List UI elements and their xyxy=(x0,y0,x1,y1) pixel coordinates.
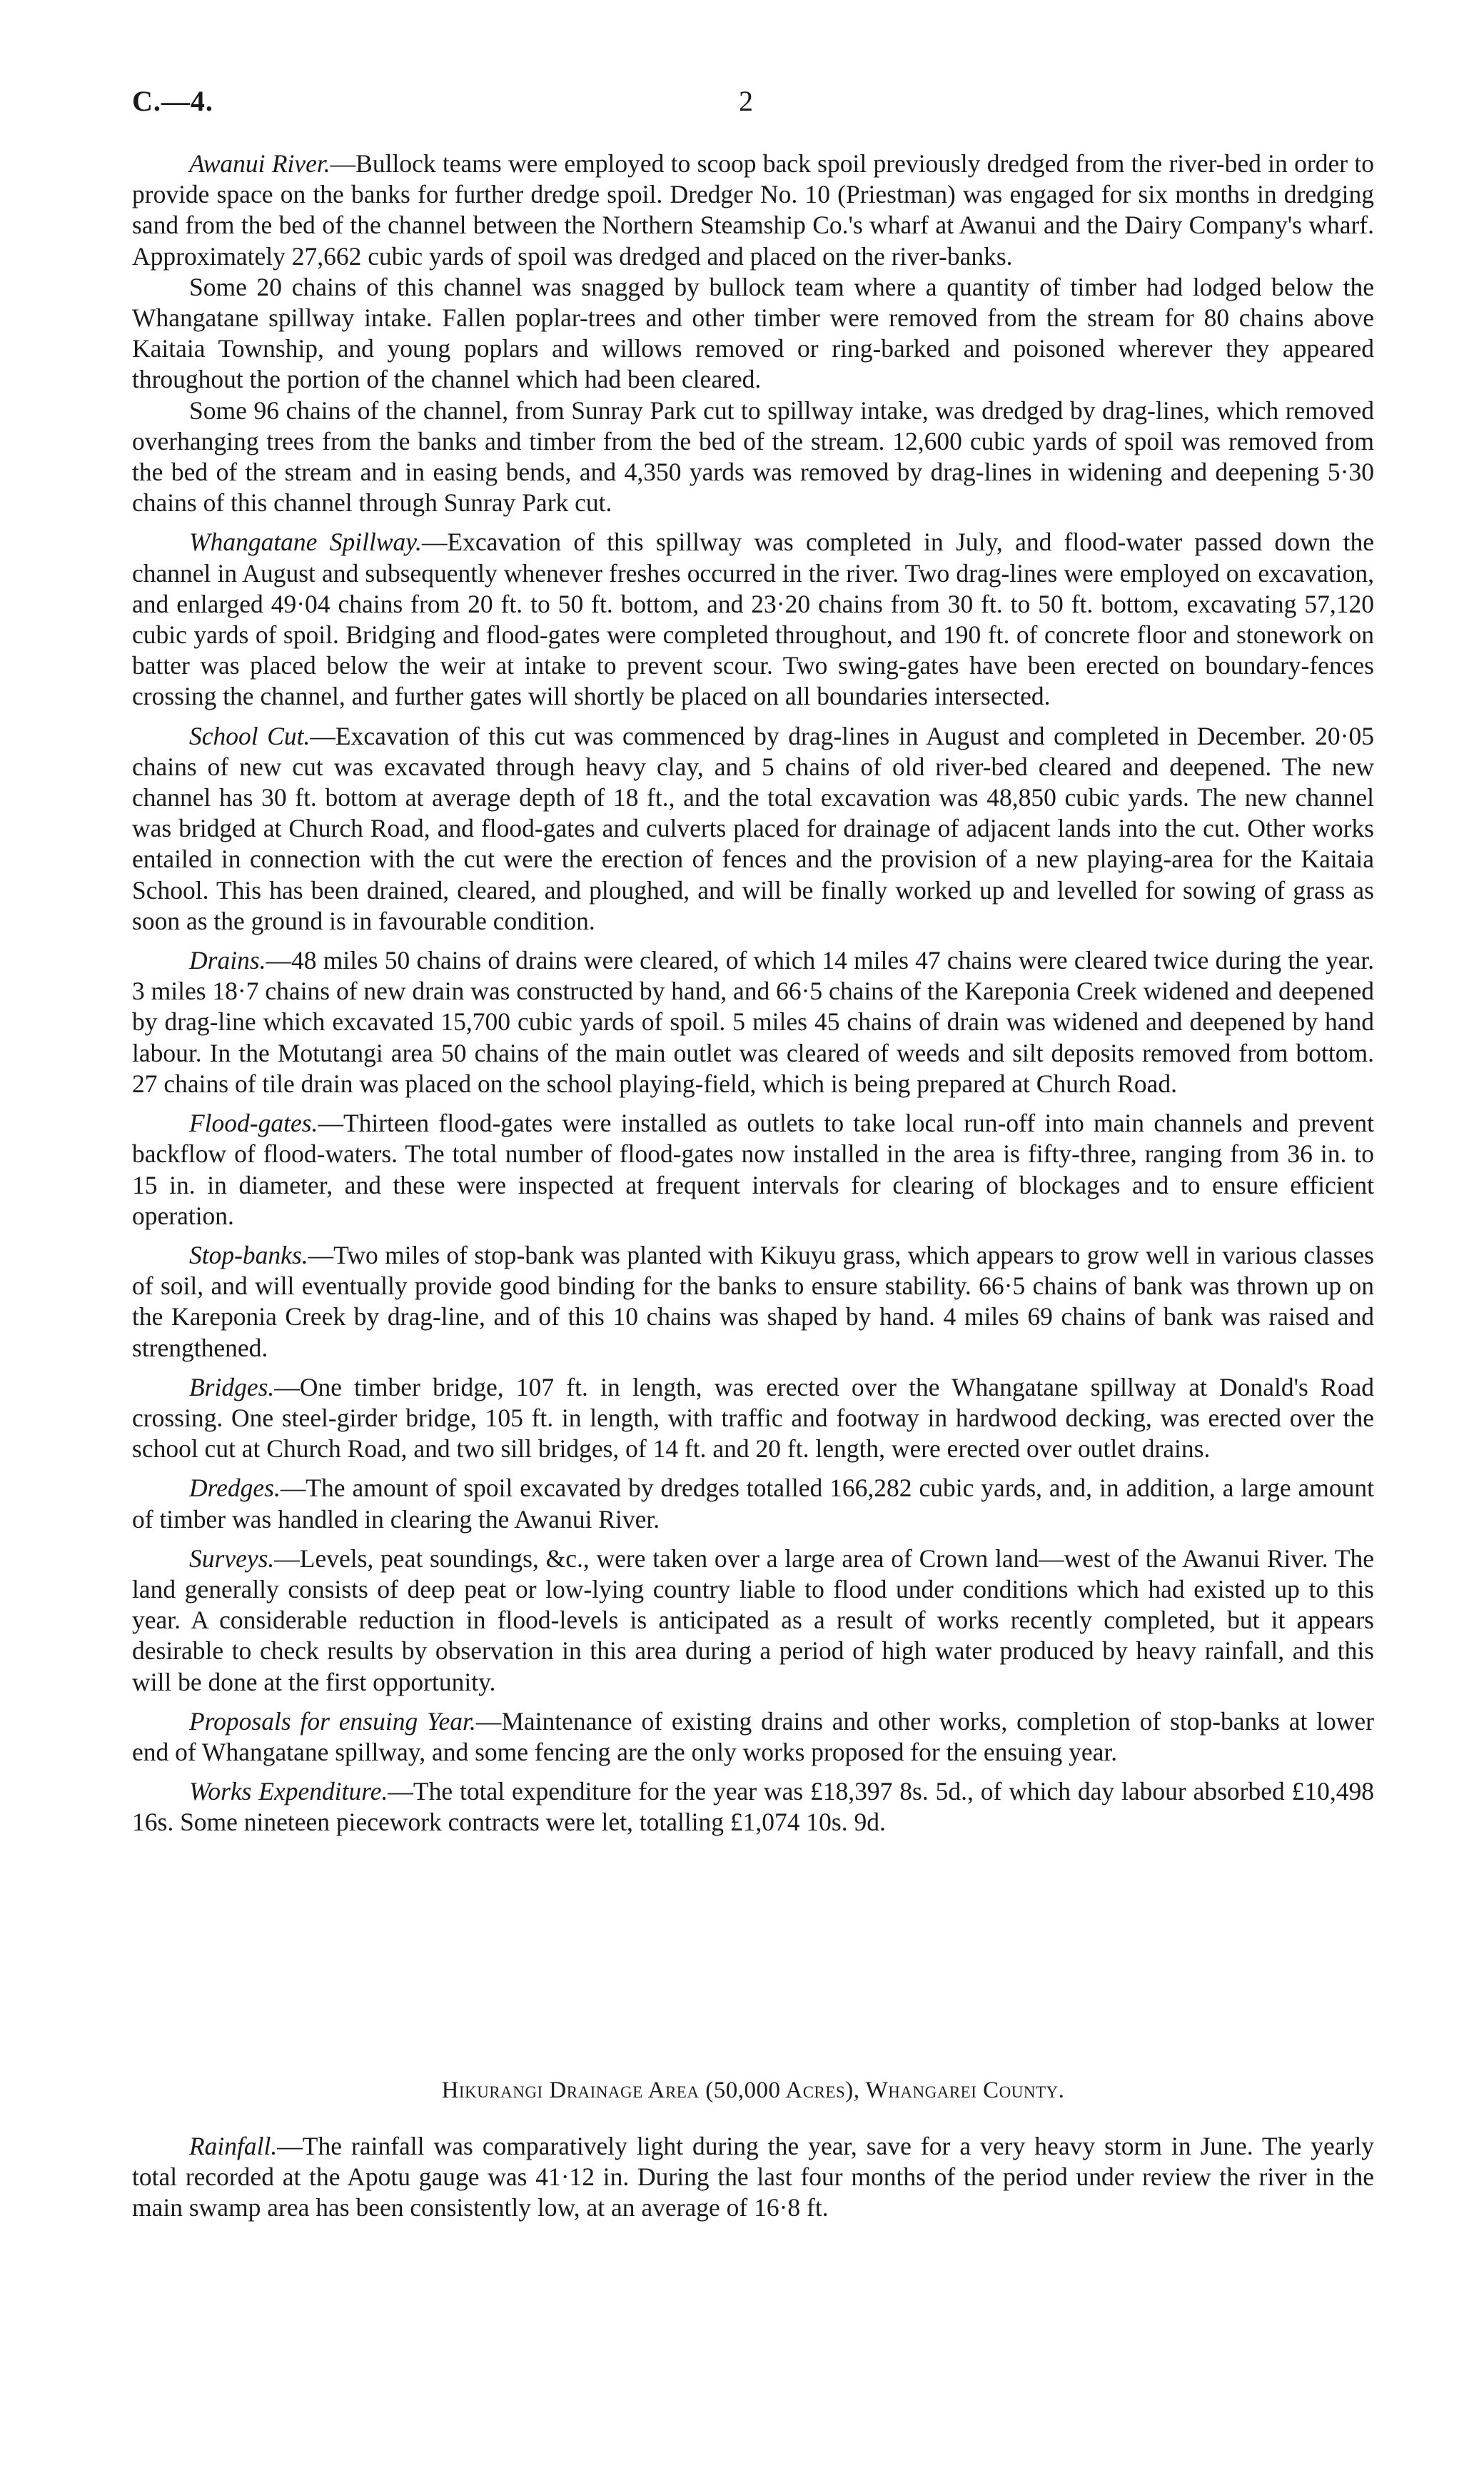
report-body xyxy=(132,148,1374,1838)
paragraph-text: —One timber bridge, 107 ft. in length, was erected over the Whangatane spillway at Donald's Road crossing. One steel-girder bridge, 105 ft. in length, with traffic and footway in hardwood decking, was erected over the school cut at Church Road, and two sill bridges, of 14 ft. and 20 ft. length, were erected over outlet drains. xyxy=(132,1372,1374,1464)
paragraph-text: —Excavation of this cut was commenced by drag-lines in August and completed in December. 20·05 chains of new cut was excavated through heavy clay, and 5 chains of old river-bed cleared and deepened. The new channel has 30 ft. bottom at average depth of 18 ft., and the total excavation was 48,850 cubic yards. The new channel was bridged at Church Road, and flood-gates and culverts placed for drainage of adjacent lands into the cut. Other works entailed in connection with the cut were the erection of fences and the provision of a new playing-area for the Kaitaia School. This has been drained, cleared, and ploughed, and will be finally worked up and levelled for sowing of grass as soon as the ground is in favourable condition. xyxy=(132,721,1375,935)
paragraph-drains xyxy=(132,945,1374,1099)
paragraph-awanui-snagging xyxy=(132,272,1374,396)
section-body xyxy=(132,2131,1374,2224)
paragraph-school-cut xyxy=(132,721,1374,937)
paragraph-title: Whangatane Spillway. xyxy=(189,528,422,557)
document-reference: C.—4. xyxy=(132,85,213,117)
paragraph-text: —The rainfall was comparatively light during the year, save for a very heavy storm in June. The yearly total recorded at the Apotu gauge was 41·12 in. During the last four months of the period under review the river in the main swamp area has been consistently low, at an average of 16·8 ft. xyxy=(132,2132,1374,2222)
paragraph-text: —Two miles of stop-bank was planted with Kikuyu grass, which appears to grow well in various classes of soil, and will eventually provide good binding for the banks to ensure stability. 66·5 chains of bank was thrown up on the Kareponia Creek by drag-line, and of this 10 chains was shaped by hand. 4 miles 69 chains of bank was raised and strengthened. xyxy=(132,1240,1374,1362)
paragraph-text: Some 96 chains of the channel, from Sunray Park cut to spillway intake, was dredged by drag-lines, which removed overhanging trees from the banks and timber from the bed of the stream. 12,600 cubic yards of spoil was removed from the bed of the stream and in easing bends, and 4,350 yards was removed by drag-lines in widening and deepening 5·30 chains of this channel through Sunray Park cut. xyxy=(132,396,1374,518)
paragraph-title: Rainfall. xyxy=(189,2132,278,2160)
paragraph-text: —The amount of spoil excavated by dredges totalled 166,282 cubic yards, and, in addition, a large amount of timber was handled in clearing the Awanui River. xyxy=(132,1474,1374,1533)
paragraph-title: Surveys. xyxy=(189,1543,275,1573)
paragraph-title: Proposals for ensuing Year. xyxy=(189,1706,476,1736)
page-number: 2 xyxy=(739,85,753,117)
paragraph-dredges xyxy=(132,1473,1374,1534)
paragraph-title: School Cut. xyxy=(189,721,311,750)
paragraph-awanui-river xyxy=(132,148,1374,272)
paragraph-title: Bridges. xyxy=(189,1372,275,1401)
paragraph-stop-banks xyxy=(132,1240,1374,1364)
paragraph-text: —Bullock teams were employed to scoop back spoil previously dredged from the river-bed in order to provide space on the banks for further dredge spoil. Dredger No. 10 (Priestman) was engaged for six months in dredging sand from the bed of the channel between the Northern Steamship Co.'s wharf at Awanui and the Dairy Company's wharf. Approximately 27,662 cubic yards of spoil was dredged and placed on the river-banks. xyxy=(132,149,1374,271)
paragraph-title: Dredges. xyxy=(189,1474,281,1503)
paragraph-text: —Thirteen flood-gates were installed as outlets to take local run-off into main channels and prevent backflow of flood-waters. The total number of flood-gates now installed in the area is fifty-three, ranging from 36 in. to 15 in. in diameter, and these were inspected at frequent intervals for clearing of blockages and to ensure efficient operation. xyxy=(132,1109,1374,1230)
paragraph-title: Awanui River. xyxy=(189,149,330,178)
paragraph-surveys xyxy=(132,1543,1374,1698)
paragraph-title: Stop-banks. xyxy=(189,1240,308,1269)
paragraph-text: —48 miles 50 chains of drains were cleared, of which 14 miles 47 chains were cleared twice during the year. 3 miles 18·7 chains of new drain was constructed by hand, and 66·5 chains of the Kareponia Creek widened and deepened by drag-line which excavated 15,700 cubic yards of spoil. 5 miles 45 chains of drain was widened and deepened by hand labour. In the Motutangi area 50 chains of the main outlet was cleared of weeds and silt deposits removed from bottom. 27 chains of tile drain was placed on the school playing-field, which is being prepared at Church Road. xyxy=(132,946,1374,1098)
paragraph-awanui-dredging xyxy=(132,396,1374,519)
paragraph-works-expenditure xyxy=(132,1776,1374,1838)
paragraph-whangatane-spillway xyxy=(132,527,1374,712)
paragraph-text: Some 20 chains of this channel was snagged by bullock team where a quantity of timber had lodged below the Whangatane spillway intake. Fallen poplar-trees and other timber were removed from the stream for 80 chains above Kaitaia Township, and young poplars and willows removed or ring-barked and poisoned wherever they appeared throughout the portion of the channel which had been cleared. xyxy=(132,272,1374,394)
section-heading: Hikurangi Drainage Area (50,000 Acres), Whangarei County. xyxy=(441,2077,1065,2103)
paragraph-text: —Levels, peat soundings, &c., were taken over a large area of Crown land—west of the Awanui River. The land generally consists of deep peat or low-lying country liable to flood under conditions which had existed up to this year. A considerable reduction in flood-levels is anticipated as a result of works recently completed, but it appears desirable to check results by observation in this area during a period of high water produced by heavy rainfall, and this will be done at the first opportunity. xyxy=(132,1543,1374,1696)
page-header xyxy=(132,84,1374,127)
paragraph-flood-gates xyxy=(132,1108,1374,1232)
paragraph-bridges xyxy=(132,1372,1374,1465)
paragraph-text: —Maintenance of existing drains and other works, completion of stop-banks at lower end of Whangatane spillway, and some fencing are the only works proposed for the ensuing year. xyxy=(132,1706,1374,1766)
paragraph-title: Drains. xyxy=(189,946,266,975)
paragraph-rainfall xyxy=(132,2131,1374,2224)
paragraph-title: Works Expenditure. xyxy=(189,1777,388,1806)
paragraph-proposals xyxy=(132,1706,1374,1768)
paragraph-text: —Excavation of this spillway was completed in July, and flood-water passed down the channel in August and subsequently whenever freshes occurred in the river. Two drag-lines were employed on excavation, and enlarged 49·04 chains from 20 ft. to 50 ft. bottom, and 23·20 chains from 30 ft. to 50 ft. bottom, excavating 57,120 cubic yards of spoil. Bridging and flood-gates were completed throughout, and 190 ft. of concrete floor and stonework on batter was placed below the weir at intake to prevent scour. Two swing-gates have been erected on boundary-fences crossing the channel, and further gates will shortly be placed on all boundaries intersected. xyxy=(132,528,1374,711)
paragraph-title: Flood-gates. xyxy=(189,1109,318,1138)
paragraph-text: —The total expenditure for the year was £18,397 8s. 5d., of which day labour absorbed £10,498 16s. Some nineteen piecework contracts were let, totalling £1,074 10s. 9d. xyxy=(132,1777,1374,1837)
